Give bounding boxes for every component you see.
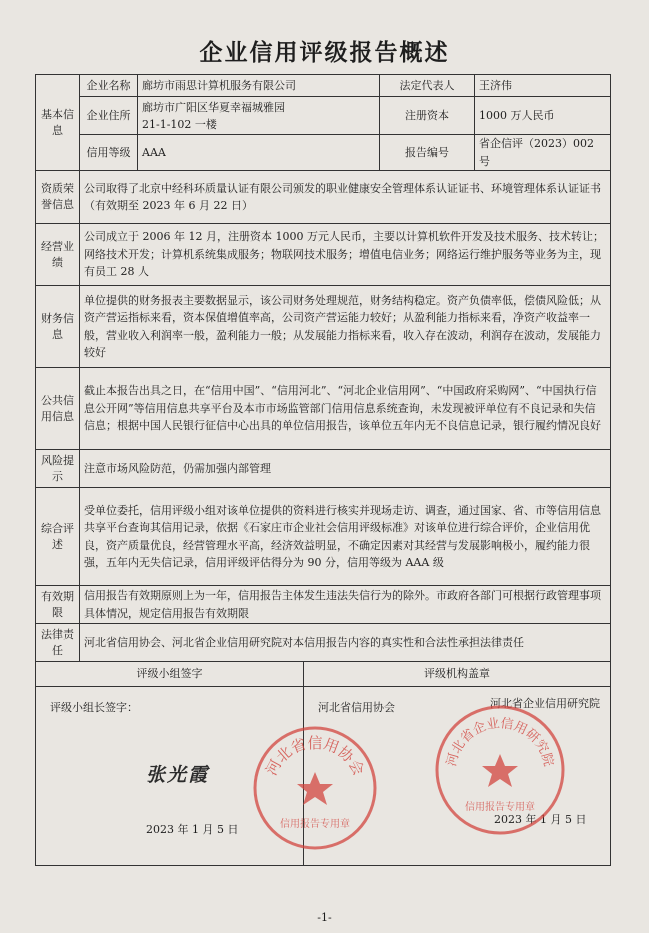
seal1-star-icon <box>297 772 333 805</box>
section-financial-text: 单位提供的财务报表主要数据显示，该公司财务处理规范，财务结构稳定。资产负债率低，偿债风险低；从资产营运指标来看，资本保值增值率高，公司资产营运能力较好；从盈利能力指标来看，净资产收益率一般，营业收入利润率一般，盈利能力一般；从发展能力指标来看，收入存在波动，利润存在波动，发展能力较好 <box>80 286 611 368</box>
address-value <box>138 97 380 135</box>
section-public-credit-text: 截止本报告出具之日，在“信用中国”、“信用河北”、“河北企业信用网”、“中国政府采购网”、“中国执行信息公开网”等信用信息共享平台及本市市场监管部门信用信息系统查询，未发现被评单位有不良记录和失信信息；根据中国人民银行征信中心出具的单位信用报告，该单位五年内无不良信息记录，银行履约情况良好 <box>80 368 611 450</box>
org2-name: 河北省企业信用研究院 <box>490 697 600 710</box>
report-no-label: 报告编号 <box>380 135 475 171</box>
agency-seal-header: 评级机构盖章 <box>304 662 610 687</box>
seal-credit-association <box>250 723 380 853</box>
grade-value: AAA <box>138 135 380 171</box>
address-line2: 21-1-102 一楼 <box>142 117 217 131</box>
capital-value: 1000 万人民币 <box>475 97 611 135</box>
company-name-label: 企业名称 <box>80 75 138 97</box>
section-evaluation-label: 综合评述 <box>36 488 80 586</box>
section-legal-label: 法律责任 <box>36 624 80 662</box>
section-qualification-label: 资质荣誉信息 <box>36 171 80 224</box>
seal2-bottom-text: 信用报告专用章 <box>465 802 535 813</box>
right-date: 2023 年 1 月 5 日 <box>494 813 587 826</box>
section-basic-info: 基本信息 <box>36 75 80 171</box>
seal1-bottom-text: 信用报告专用章 <box>280 819 350 830</box>
left-date: 2023 年 1 月 5 日 <box>146 823 239 836</box>
report-no-value: 省企信评（2023）002 号 <box>475 135 611 171</box>
section-qualification-text: 公司取得了北京中经科环质量认证有限公司颁发的职业健康安全管理体系认证证书、环境管理体系认证证书（有效期至 2023 年 6 月 22 日） <box>80 171 611 224</box>
section-validity-text: 信用报告有效期原则上为一年，信用报告主体发生违法失信行为的除外。市政府各部门可根据行政管理事项具体情况，规定信用报告有效期限 <box>80 586 611 624</box>
section-evaluation-text: 受单位委托，信用评级小组对该单位提供的资料进行核实并现场走访、调查，通过国家、省、市等信用信息共享平台查询其信用记录，依据《石家庄市企业社会信用评级标准》对该单位进行综合评价，企业信用优良，资产质量优良，经营管理水平高，经济效益明显，不确定因素对其经营与发展影响极小，履约能力很强，五年内无失信记录，信用评级评估得分为 90 分，信用等级为 AAA 级 <box>80 488 611 586</box>
page-number: -1- <box>317 911 332 924</box>
section-risk-text: 注意市场风险防范，仍需加强内部管理 <box>80 450 611 488</box>
grade-label: 信用等级 <box>80 135 138 171</box>
section-performance-label: 经营业绩 <box>36 224 80 286</box>
section-performance-text: 公司成立于 2006 年 12 月，注册资本 1000 万元人民币，主要以计算机软件开发及技术服务、技术转让；网络技术开发；计算机系统集成服务；物联网技术服务；增值电信业务；网络运行维护服务等业务为主，现有员工 28 人 <box>80 224 611 286</box>
capital-label: 注册资本 <box>380 97 475 135</box>
section-validity-label: 有效期限 <box>36 586 80 624</box>
section-financial-label: 财务信息 <box>36 286 80 368</box>
section-legal-text: 河北省信用协会、河北省企业信用研究院对本信用报告内容的真实性和合法性承担法律责任 <box>80 624 611 662</box>
section-public-credit-label: 公共信用信息 <box>36 368 80 450</box>
company-name-value: 廊坊市雨思计算机服务有限公司 <box>138 75 380 97</box>
page-title: 企业信用评级报告概述 <box>199 40 450 66</box>
seal2-ring-text: 河北省企业信用研究院 <box>444 716 556 769</box>
seal1-ring-text: 河北省信用协会 <box>262 733 368 779</box>
group-sign-header: 评级小组签字 <box>36 662 303 687</box>
address-label: 企业住所 <box>80 97 138 135</box>
section-risk-label: 风险提示 <box>36 450 80 488</box>
handwritten-signature: 张光霞 <box>146 764 210 786</box>
seal-credit-institute <box>432 702 568 838</box>
org1-name: 河北省信用协会 <box>318 701 395 714</box>
legal-rep-value: 王济伟 <box>475 75 611 97</box>
seal2-star-icon <box>482 754 518 787</box>
address-line1: 廊坊市广阳区华夏幸福城雅园 <box>142 100 285 114</box>
leader-sign-label: 评级小组长签字： <box>50 701 138 714</box>
legal-rep-label: 法定代表人 <box>380 75 475 97</box>
